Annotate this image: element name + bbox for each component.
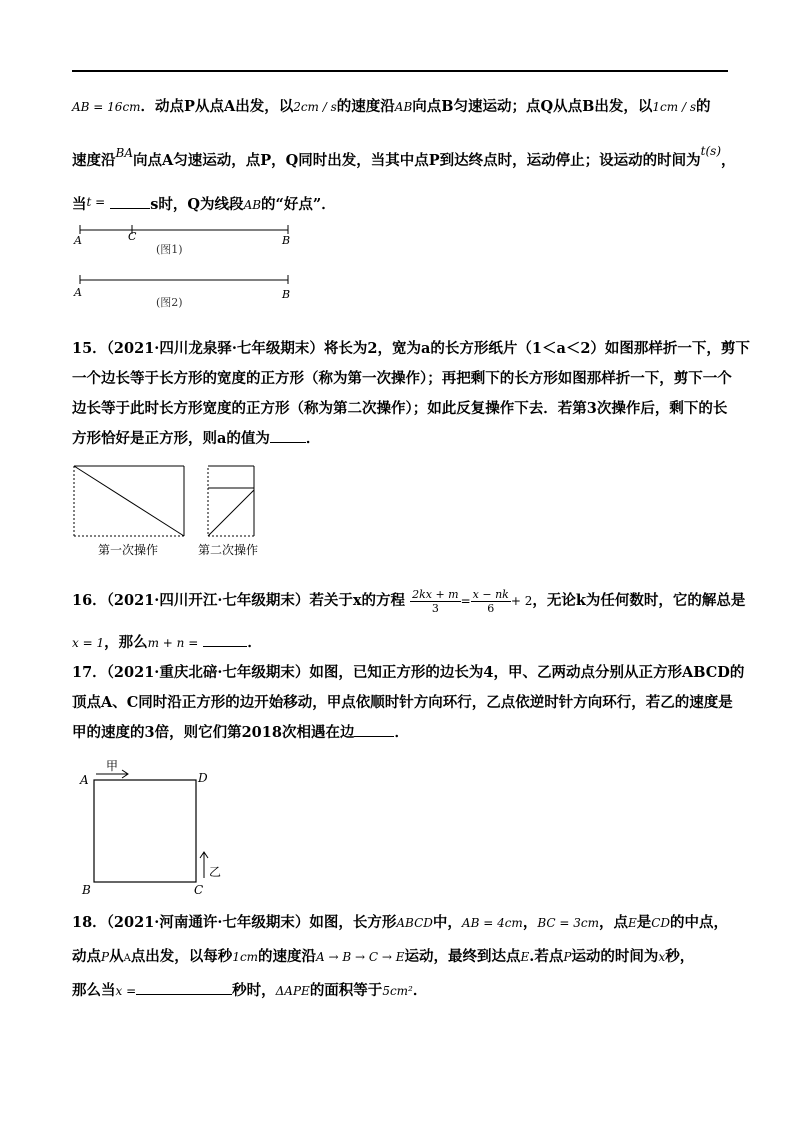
p14-line3: 当$^{t =}$ s时，Q为线段AB的“好点”． <box>72 195 336 213</box>
square-label-b: B <box>82 883 91 897</box>
answer-blank-15[interactable] <box>270 428 306 443</box>
fold-caption-2: 第二次操作 <box>198 543 259 557</box>
fig2-caption: (图2) <box>156 296 183 309</box>
p17-line1: 17．（2021·重庆北碚·七年级期末）如图，已知正方形的边长为4，甲、乙两动点分别从正方形ABCD的 <box>72 664 745 681</box>
fig1-label-a: A <box>74 234 82 247</box>
fraction-1: $\frac{2kx + m}{3}$ <box>412 587 459 615</box>
label-jia: 甲 <box>106 759 119 773</box>
figure-folding <box>68 460 278 560</box>
math-ab16: AB = 16cm <box>72 100 141 114</box>
label-yi: 乙 <box>209 865 222 879</box>
fig1-caption: (图1) <box>156 243 183 256</box>
p14-line2: 速度沿$^{BA}$向点A匀速运动，点P，Q同时出发，当其中点P到达终点时，运动停止；设运动的时间为$^{t(s)}$， <box>72 144 736 169</box>
p16-line2: x = 1，那么m + n = ． <box>72 634 262 651</box>
arrow-up-icon <box>200 852 208 878</box>
square-abcd <box>94 780 196 882</box>
fold-figure-2 <box>208 466 254 536</box>
fig2-label-b: B <box>282 288 291 301</box>
fold-figure-1 <box>74 466 254 536</box>
fig2-label-a: A <box>74 286 82 299</box>
square-label-a: A <box>80 773 89 787</box>
answer-blank-16[interactable] <box>203 632 247 647</box>
answer-blank-18[interactable] <box>136 980 232 995</box>
segment-figure-1 <box>73 225 290 256</box>
header-rule <box>72 70 728 72</box>
segment-figure-2 <box>73 275 290 309</box>
p18-line1: 18．（2021·河南通许·七年级期末）如图，长方形ABCD中，AB = 4cm，BC = 3cm，点E是CD的中点， <box>72 914 729 931</box>
p15-line2: 一个边长等于长方形的宽度的正方形（称为第一次操作）；再把剩下的长方形如图那样折一下，剪下一个 <box>72 370 732 387</box>
answer-blank-17[interactable] <box>354 722 394 737</box>
fig1-label-b: B <box>282 234 291 247</box>
p15-line1: 15．（2021·四川龙泉驿·七年级期末）将长为2，宽为a的长方形纸片（1＜a＜2）如图那样折一下，剪下 <box>72 340 750 357</box>
p18-line2: 动点P从A点出发，以每秒1cm的速度沿A → B → C → E运动，最终到达点E.若点P运动的时间为x秒， <box>72 948 695 965</box>
p15-line4: 方形恰好是正方形，则a的值为 ． <box>72 430 321 447</box>
square-label-c: C <box>194 883 204 897</box>
p17-line3: 甲的速度的3倍，则它们第2018次相遇在边 ． <box>72 724 409 741</box>
answer-blank-14[interactable] <box>110 194 150 209</box>
p18-line3: 那么当x = 秒时，ΔAPE的面积等于5cm²． <box>72 982 428 999</box>
figure-square <box>76 758 236 900</box>
p15-line3: 边长等于此时长方形宽度的正方形（称为第二次操作）；如此反复操作下去．若第3次操作后，剩下的长 <box>72 400 728 417</box>
square-label-d: D <box>198 771 208 785</box>
fraction-2: $\frac{x - nk}{6}$ <box>472 587 509 615</box>
figure-segments <box>68 220 308 315</box>
p16-line1: 16．（2021·四川开江·七年级期末）若关于x的方程 $\frac{2kx + m}{3}$ = $\frac{x - nk}{6}$ + 2，无论k为任何数时，它的解总是 <box>72 587 746 615</box>
p17-line2: 顶点A、C同时沿正方形的边开始移动，甲点依顺时针方向环行，乙点依逆时针方向环行，若乙的速度是 <box>72 694 733 711</box>
p14-line1: AB = 16cm．动点P从点A出发，以2cm / s的速度沿AB向点B匀速运动；点Q从点B出发，以1cm / s的 <box>72 98 711 115</box>
fig1-label-c: C <box>128 230 137 243</box>
fold-caption-1: 第一次操作 <box>98 543 159 557</box>
